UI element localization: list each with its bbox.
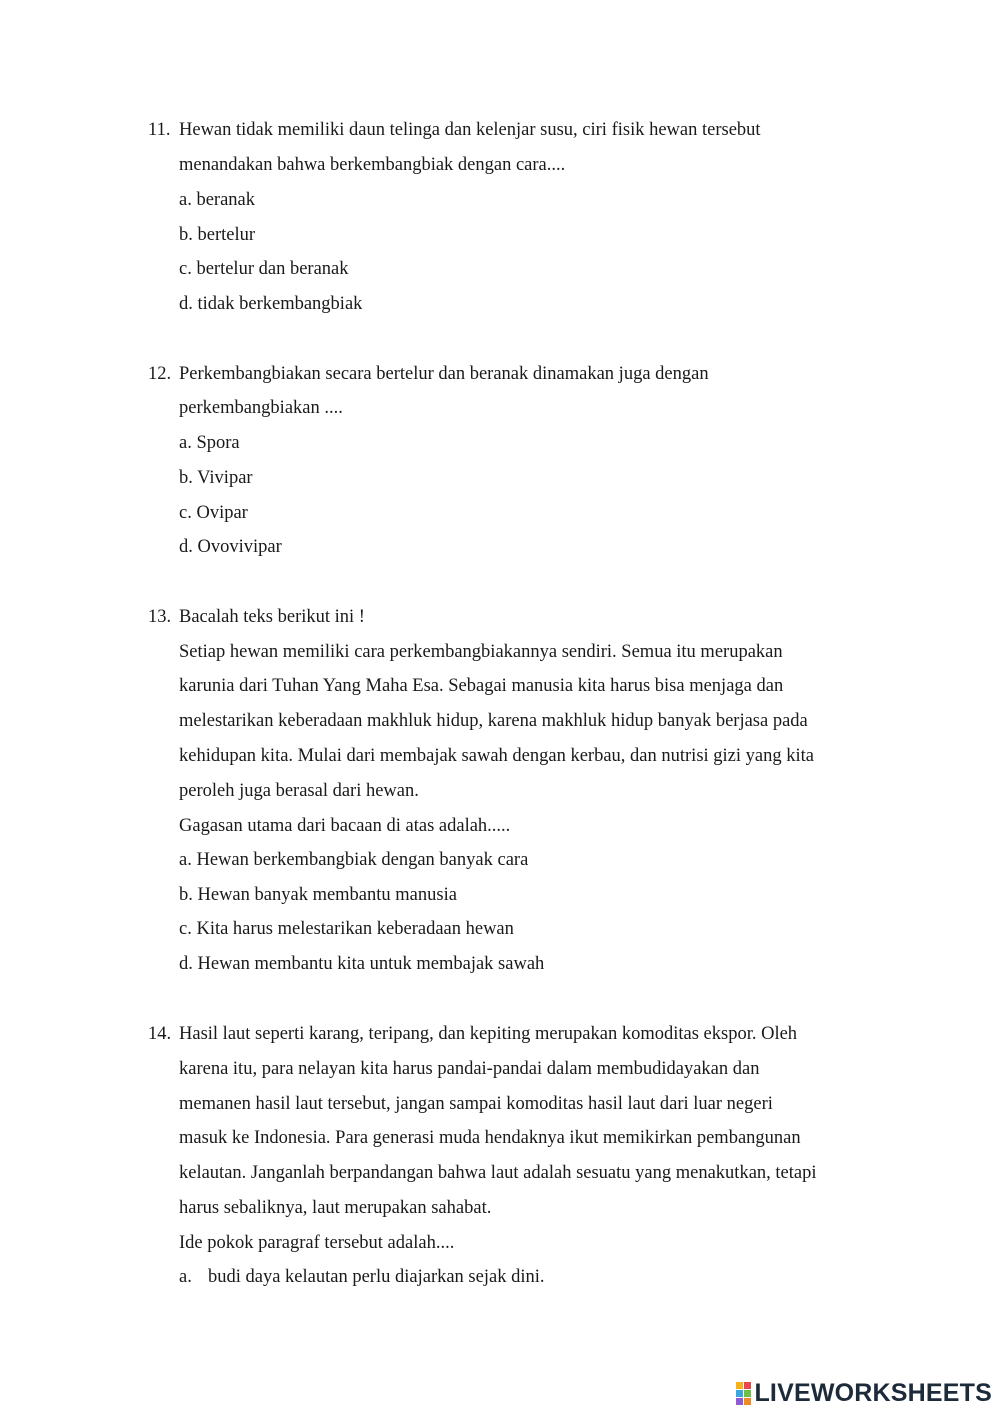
logo-block (736, 1390, 743, 1397)
question-number: 11. (148, 120, 171, 140)
reading-passage-line: kelautan. Janganlah berpandangan bahwa laut adalah sesuatu yang menakutkan, tetapi (179, 1163, 817, 1183)
logo-block (744, 1382, 751, 1389)
question-prompt: Gagasan utama dari bacaan di atas adalah..... (179, 816, 511, 836)
logo-block (744, 1390, 751, 1397)
question-stem-line: perkembangbiakan .... (179, 398, 343, 418)
answer-option-d[interactable]: d. Ovovivipar (179, 537, 282, 557)
liveworksheets-logo (736, 1377, 992, 1409)
answer-option-d[interactable]: d. tidak berkembangbiak (179, 294, 363, 314)
answer-option-a[interactable]: a. beranak (179, 190, 256, 210)
option-text: budi daya kelautan perlu diajarkan sejak dini. (208, 1267, 545, 1287)
reading-passage-line: harus sebaliknya, laut merupakan sahabat. (179, 1198, 492, 1218)
reading-passage-line: kehidupan kita. Mulai dari membajak sawah dengan kerbau, dan nutrisi gizi yang kita (179, 746, 814, 766)
answer-option-b[interactable]: b. Vivipar (179, 468, 253, 488)
question-number: 12. (148, 364, 172, 384)
reading-passage-line: melestarikan keberadaan makhluk hidup, karena makhluk hidup banyak berjasa pada (179, 711, 808, 731)
answer-option-a[interactable]: a. Hewan berkembangbiak dengan banyak cara (179, 850, 529, 870)
question-prompt: Ide pokok paragraf tersebut adalah.... (179, 1233, 455, 1253)
reading-passage-line: Setiap hewan memiliki cara perkembangbiakannya sendiri. Semua itu merupakan (179, 642, 783, 662)
answer-option-c[interactable]: c. bertelur dan beranak (179, 259, 349, 279)
option-letter: a. (179, 1267, 192, 1287)
answer-option-a[interactable]: a. Spora (179, 433, 240, 453)
logo-mark-icon (736, 1382, 751, 1405)
reading-passage-line: masuk ke Indonesia. Para generasi muda hendaknya ikut memikirkan pembangunan (179, 1128, 801, 1148)
question-stem-line: menandakan bahwa berkembangbiak dengan cara.... (179, 155, 566, 175)
reading-passage-line: memanen hasil laut tersebut, jangan sampai komoditas hasil laut dari luar negeri (179, 1094, 773, 1114)
question-stem-line: Hewan tidak memiliki daun telinga dan kelenjar susu, ciri fisik hewan tersebut (179, 120, 761, 140)
question-stem-line: Bacalah teks berikut ini ! (179, 607, 365, 627)
reading-passage-line: karena itu, para nelayan kita harus pandai-pandai dalam membudidayakan dan (179, 1059, 760, 1079)
answer-option-c[interactable]: c. Ovipar (179, 503, 248, 523)
answer-option-d[interactable]: d. Hewan membantu kita untuk membajak sawah (179, 954, 545, 974)
answer-option-b[interactable]: b. bertelur (179, 225, 256, 245)
answer-option-a[interactable] (179, 1266, 544, 1288)
answer-option-c[interactable]: c. Kita harus melestarikan keberadaan hewan (179, 919, 514, 939)
reading-passage-line: karunia dari Tuhan Yang Maha Esa. Sebagai manusia kita harus bisa menjaga dan (179, 676, 784, 696)
reading-passage-line: Hasil laut seperti karang, teripang, dan kepiting merupakan komoditas ekspor. Oleh (179, 1024, 798, 1044)
logo-block (736, 1398, 743, 1405)
logo-block (744, 1398, 751, 1405)
answer-option-b[interactable]: b. Hewan banyak membantu manusia (179, 885, 457, 905)
question-number: 13. (148, 607, 172, 627)
logo-block (736, 1382, 743, 1389)
reading-passage-line: peroleh juga berasal dari hewan. (179, 781, 419, 801)
question-stem-line: Perkembangbiakan secara bertelur dan beranak dinamakan juga dengan (179, 364, 709, 384)
logo-text: LIVEWORKSHEETS (754, 1378, 992, 1407)
question-number: 14. (148, 1024, 172, 1044)
